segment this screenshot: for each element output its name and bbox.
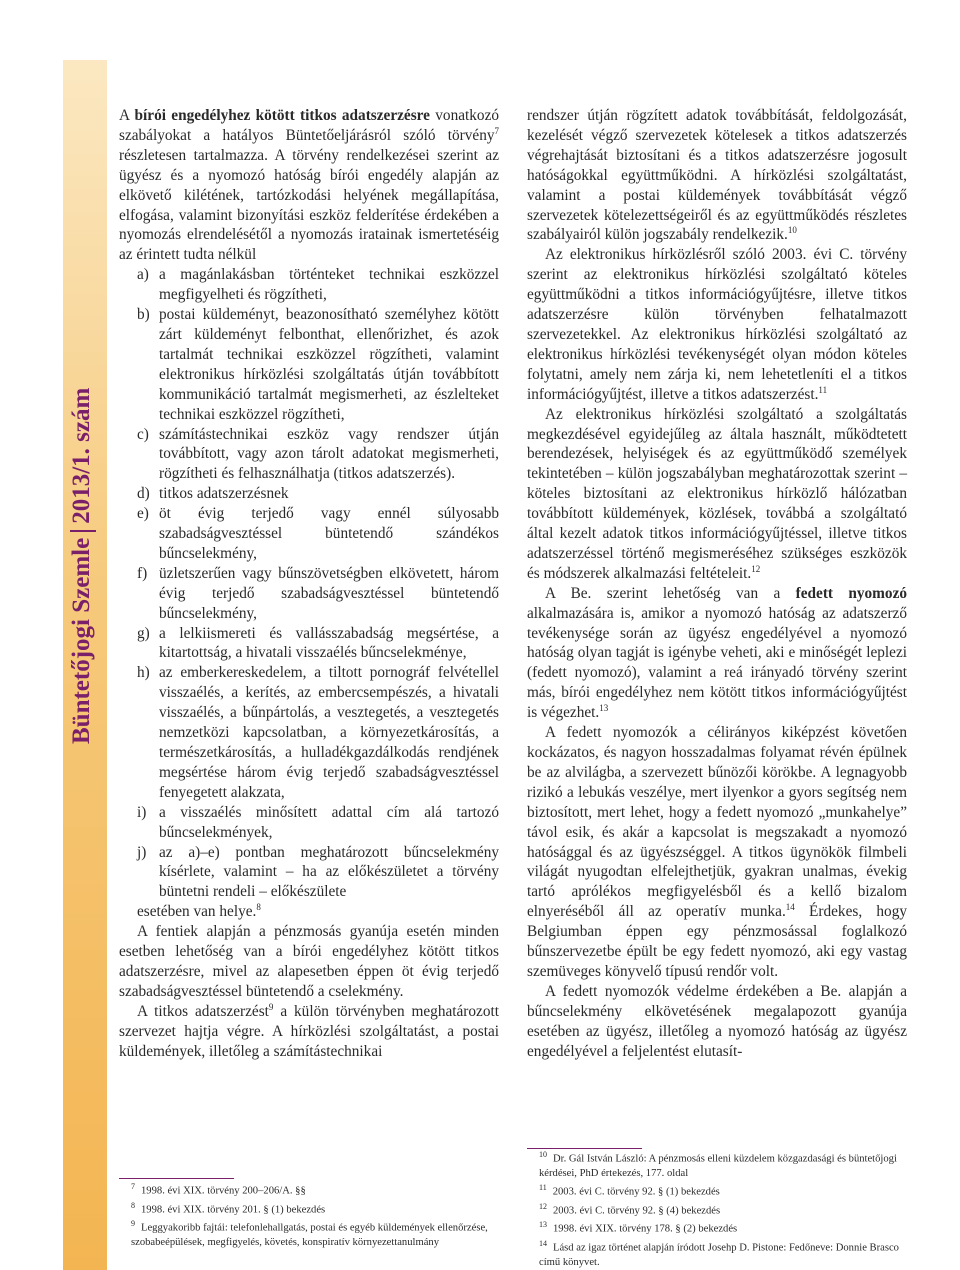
footnote-number: 13 — [539, 1220, 547, 1230]
intro-bold: bírói engedélyhez kötött titkos adatszerzésre — [134, 107, 430, 124]
list-item — [119, 663, 499, 802]
para3-text-cont: a külön törvényben meghatározott szervezet hajtja végre. A hírközlési szolgáltatást, a postai küldemények, illetőleg a számítástechnikai — [119, 1002, 499, 1060]
list-marker: c) — [137, 425, 149, 443]
r1-text: rendszer útján rögzített adatok továbbítását, feldolgozását, kezelését végző szervezetek kötelesek a titkos adatszerzés végrehajtását biztosítani és a titkos adatszerzésre jogosult hatóságokkal együttműködni. A hírközlési szolgáltatást, valamint a postai küldemények továbbítását végző szervezetek kötelezettségeiről és az együttműködés részletes szabályairól külön jogszabály rendelkezik. — [527, 107, 907, 244]
list-tail — [119, 902, 499, 922]
authority-list — [119, 265, 499, 902]
footnote — [527, 1218, 907, 1237]
footnote-rule-left — [119, 1178, 234, 1179]
list-item — [119, 803, 499, 843]
footnote-text: Leggyakoribb fajtái: telefonlehallgatás, postai és egyéb küldemények ellenőrzése, szobabeépülések, megfigyelés, követés, konspiratív környezettanulmány — [131, 1223, 488, 1249]
issue-label: 2013/1. szám — [68, 387, 95, 524]
list-item — [119, 624, 499, 664]
list-text: postai küldeményt, beazonosítható személyhez kötött zárt küldeményt felbonthat, ellenőrizhet, és azok tartalmát technikai eszközzel rögzítheti, valamint elektronikus hírközlési szolgáltatás útján továbbított kommunikáció tartalmát megismerheti, az észlelteket technikai eszközzel rögzítheti, — [159, 306, 499, 423]
list-marker: b) — [137, 306, 150, 324]
list-marker: d) — [137, 485, 150, 503]
footnote-number: 11 — [539, 1182, 547, 1192]
r5-text-cont: Érdekes, hogy Belgiumban éppen egy pénzmosással foglalkozó bűnszervezetbe épült be egy fedett nyomozó, aki egy vastag szemüveges könyvelő típusú rendőr volt. — [527, 903, 907, 980]
footnote-ref: 12 — [751, 563, 761, 574]
paragraph-r3 — [527, 405, 907, 584]
list-item — [119, 305, 499, 424]
list-marker: i) — [137, 803, 147, 821]
list-text: az a)–e) pontban meghatározott bűncselekmény kísérlete, valamint – ha az előkészületet a törvény büntetni rendeli – előkészülete — [159, 843, 499, 901]
footnote — [527, 1148, 907, 1181]
footnote-number: 7 — [131, 1182, 135, 1191]
title-separator — [70, 530, 96, 532]
intro-text-cont: részletesen tartalmazza. A törvény rendelkezései szerint az ügyész és a nyomozó hatóság bírói engedély alapján az elkövető kilétének, tartózkodási helyének megállapítása, elfogása, valamint bizonyítási eszköz felderítése érdekében a nyomozás elrendelésétől a nyomozás iratainak ismertetéséig az érintett tudta nélkül — [119, 146, 499, 264]
right-column — [527, 106, 907, 1062]
list-item — [119, 843, 499, 903]
footnote-text: 1998. évi XIX. törvény 201. § (1) bekezdés — [141, 1204, 326, 1216]
footnote-ref: 7 — [494, 125, 499, 136]
intro-text: vonatkozó szabályokat a hatályos Büntetőeljárásról szóló törvény — [119, 107, 500, 144]
r4-text: A Be. szerint lehetőség van a — [545, 584, 781, 602]
intro-first-letter: A — [119, 107, 130, 124]
list-text: az emberkereskedelem, a tiltott pornográf felvétellel visszaélés, a kerítés, az embercsempészés, a hivatali visszaélés, a bűnpártolás, a vesztegetés, a vesztegetés nemzetközi kapcsolatban, a környezetkárosítás, a természetkárosítás, a hulladékgazdálkodás rendjének megsértése három évig terjedő szabadságvesztéssel fenyegetett alakzata, — [159, 664, 499, 801]
list-text: öt évig terjedő vagy ennél súlyosabb szabadságvesztéssel büntetendő szándékos bűncselekmény, — [159, 505, 499, 562]
paragraph-r6: A fedett nyomozók védelme érdekében a Be. alapján a bűncselekmény elkövetésének megalapozott gyanúja esetében az ügyész, illetőleg a nyomozó hatóság az ügyész engedélyével a feljelentést elutasít- — [527, 982, 907, 1060]
list-item — [119, 504, 499, 564]
footnotes-left — [119, 1180, 499, 1250]
footnote-ref: 13 — [599, 703, 609, 714]
list-tail-text: esetében van helye. — [137, 903, 257, 921]
footnote-text: 1998. évi XIX. törvény 200–206/A. §§ — [141, 1185, 306, 1197]
footnote-ref: 10 — [787, 225, 797, 236]
footnote-ref: 14 — [785, 902, 795, 913]
list-marker: h) — [137, 664, 150, 682]
footnote-number: 14 — [539, 1239, 547, 1249]
r4-text-cont: alkalmazására is, amikor a nyomozó hatóság az adatszerző tevékenysége során az ügyész engedélyével a nyomozó hatóság olyan tagját is igénybe veheti, aki e minőségét leplezi (fedett nyomozó), valamint a reá irányadó törvény szerint más, bírói engedélyhez nem kötött titkos információgyűjtést is végezhet. — [527, 604, 907, 722]
paragraph-3 — [119, 1002, 499, 1062]
footnote-text: Dr. Gál István László: A pénzmosás elleni küzdelem közgazdasági és büntetőjogi kérdései, PhD értekezés, 177. oldal — [539, 1153, 897, 1179]
journal-title: Büntetőjogi Szemle — [68, 537, 95, 744]
footnote-ref: 8 — [256, 902, 261, 913]
paragraph-r1 — [527, 106, 907, 245]
footnote — [527, 1181, 907, 1200]
list-text: üzletszerűen vagy bűnszövetségben elkövetett, három évig terjedő szabadságvesztéssel büntetendő bűncselekmény, — [159, 564, 499, 622]
r4-bold: fedett nyomozó — [795, 584, 908, 602]
list-text: a visszaélés minősített adattal cím alá tartozó bűncselekmények, — [159, 803, 499, 841]
list-text: titkos adatszerzésnek — [159, 485, 289, 503]
footnote-number: 9 — [131, 1219, 135, 1229]
list-marker: a) — [137, 266, 149, 284]
list-marker: f) — [137, 564, 148, 582]
paragraph-r5 — [527, 723, 907, 982]
list-text: a magánlakásban történteket technikai eszközzel megfigyelheti és rögzítheti, — [159, 266, 499, 304]
footnote — [119, 1199, 499, 1218]
r2-text: Az elektronikus hírközlésről szóló 2003. évi C. törvény szerint az elektronikus hírközlési szolgáltató köteles együttműködni a titkos információgyűjtésre, illetve titkos adatszerzésre külön törvényben felhatalmazott szervezetekkel. Az elektronikus hírközlési szolgáltató az elektronikus hírközlési tevékenységét olyan módon köteles folytatni, amely nem zárja ki, nem lehetetleníti el a titkos információgyűjtést, illetve a titkos adatszerzést. — [527, 246, 907, 403]
footnote-text: 2003. évi C. törvény 92. § (4) bekezdés — [553, 1205, 721, 1217]
list-item — [119, 484, 499, 504]
list-marker: e) — [137, 505, 149, 523]
footnote — [527, 1200, 907, 1219]
footnote-text: 1998. évi XIX. törvény 178. § (2) bekezdés — [553, 1223, 738, 1235]
footnote-ref: 9 — [268, 1001, 274, 1012]
list-text: a lelkiismereti és vallásszabadság megsértése, a kitartottság, a hivatali visszaélés bűncselekménye, — [159, 624, 499, 662]
footnotes-right — [527, 1148, 907, 1270]
left-column — [119, 106, 499, 1062]
r3-text: Az elektronikus hírközlési szolgáltató a szolgáltatás megkezdésével egyidejűleg az általa használt, működtetett berendezések, helyiségek és az együttműködő személyek tekintetében – külön jogszabályban meghatározottak szerint – köteles biztosítani az elektronikus hírközlő hálózatban továbbított küldemények, közlések, továbbá a szolgáltató által kezelt adatok titkos információgyűjtéssel, illetve titkos adatszerzéssel történő megismeréséhez szükséges eszközök és módszerek alkalmazási feltételeit. — [527, 405, 907, 582]
intro-paragraph — [119, 106, 499, 265]
footnote-ref: 11 — [818, 384, 828, 395]
footnote-number: 10 — [539, 1150, 547, 1159]
footnote-number: 12 — [539, 1201, 547, 1211]
journal-title-vertical — [68, 388, 96, 744]
footnote-text: 2003. évi C. törvény 92. § (1) bekezdés — [552, 1186, 720, 1198]
footnote — [527, 1237, 907, 1270]
footnote — [119, 1217, 499, 1250]
list-marker: g) — [137, 624, 150, 642]
list-text: számítástechnikai eszköz vagy rendszer útján továbbított, vagy azon tárolt adatokat megismerheti, rögzítheti és felhasználhatja (titkos adatszerzés). — [159, 425, 499, 483]
list-item — [119, 265, 499, 305]
paragraph-2: A fentiek alapján a pénzmosás gyanúja esetén minden esetben lehetőség van a bírói engedélyhez kötött titkos adatszerzésre, mivel az alapesetben éppen öt évig terjedő szabadságvesztéssel büntetendő a cselekmény. — [119, 923, 499, 1000]
list-item — [119, 425, 499, 485]
footnote-number: 8 — [131, 1200, 135, 1210]
paragraph-r4 — [527, 584, 907, 723]
para3-text: A titkos adatszerzést — [137, 1002, 269, 1020]
list-marker: j) — [137, 843, 147, 861]
footnote-text: Lásd az igaz történet alapján íródott Josehp D. Pistone: Fedőneve: Donnie Brasco című könyvet. — [539, 1242, 899, 1268]
list-item — [119, 564, 499, 624]
paragraph-r2 — [527, 245, 907, 404]
footnote — [119, 1180, 499, 1199]
r5-text: A fedett nyomozók a célirányos kiképzést követően kockázatos, és nagyon hosszadalmas folyamat révén épülnek be az alvilágba, a szervezett bűnözői körökbe. A legnagyobb rizikó a lebukás veszélye, mert ilyenkor a gyors segítség nem biztosított, mert lehet, hogy a fedett nyomozó „munkahelye” távol esik, és akár a kapcsolat is megszakadt a nyomozó hatósággal és az ügyészséggel. A titkos ügynökök filmbeli világát nyugodtan elfelejthetjük, gyakran unalmas, évekig tartó aprólékos megfigyelésből és a kellő bizalom elnyeréséből áll az operatív munka. — [527, 724, 907, 921]
